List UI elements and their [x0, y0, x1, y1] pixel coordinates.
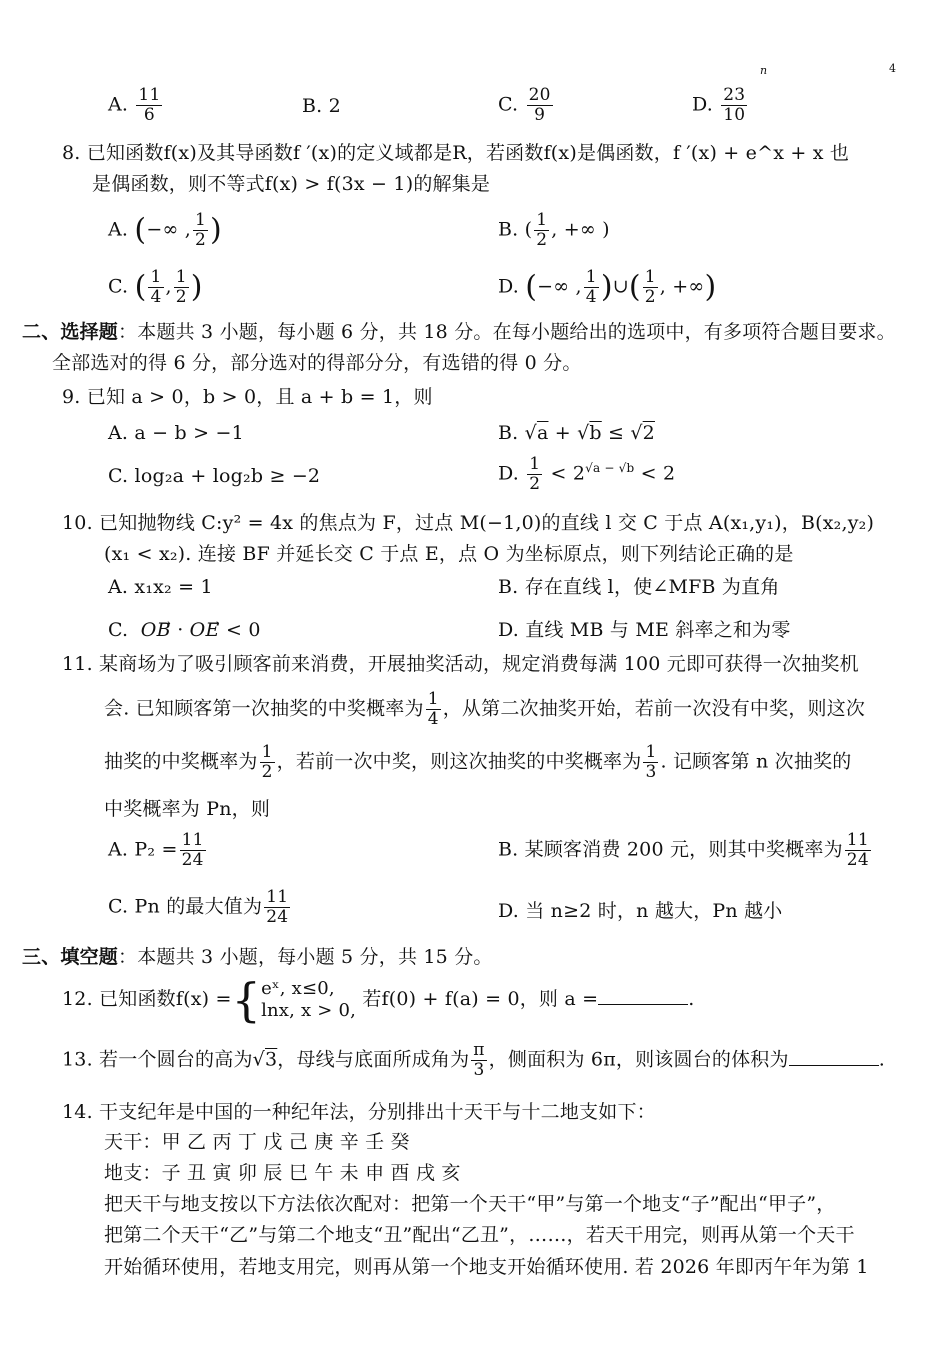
q10-stem-line1: 10. 已知抛物线 C:y² = 4x 的焦点为 F，过点 M(−1,0)的直线 l 交 C 于点 A(x₁,y₁)，B(x₂,y₂) — [62, 512, 875, 534]
q13-stem: 13. 若一个圆台的高为√3，母线与底面所成角为 $\frac{\pi}{3}$ ，侧面积为 6π，则该圆台的体积为 . — [62, 1040, 885, 1080]
q8-option-a: A. (−∞ , $\frac{1}{2}$ ) — [108, 210, 222, 250]
q10-option-c: C. OB⃗ · OE⃗ < 0 — [108, 619, 261, 641]
q11-stem-line1: 11. 某商场为了吸引顾客前来消费，开展抽奖活动，规定消费每满 100 元即可获得一次抽奖机 — [62, 653, 859, 675]
q11-stem-line4: 中奖概率为 Pn，则 — [104, 798, 271, 820]
q13-answer-blank[interactable] — [789, 1049, 879, 1066]
q9-option-c: C. log₂a + log₂b ≥ −2 — [108, 465, 321, 487]
q14-stem-line1: 14. 干支纪年是中国的一种纪年法，分别排出十天干与十二地支如下： — [62, 1101, 656, 1123]
q14-tiangan: 天干：甲 乙 丙 丁 戊 己 庚 辛 壬 癸 — [104, 1131, 410, 1153]
q11-option-c: C. Pn 的最大值为 $\frac{11}{24}$ — [108, 887, 289, 927]
q10-option-b: B. 存在直线 l，使∠MFB 为直角 — [498, 576, 780, 598]
section2-header: 二、选择题：本题共 3 小题，每小题 6 分，共 18 分。在每小题给出的选项中，有多项符合题目要求。 — [22, 321, 896, 343]
section3-header: 三、填空题：本题共 3 小题，每小题 5 分，共 15 分。 — [22, 946, 493, 968]
q9-option-b: B. √a + √b ≤ √2 — [498, 422, 655, 444]
header-mark-4: 4 — [889, 62, 896, 75]
q8-option-b: B. ( $\frac{1}{2}$ , +∞ ) — [498, 210, 610, 250]
q8-option-d: D. (−∞ , $\frac{1}{4}$ )∪( $\frac{1}{2}$ , +∞) — [498, 267, 717, 307]
header-mark-n: n — [760, 64, 768, 77]
section2-text2: 全部选对的得 6 分，部分选对的得部分分，有选错的得 0 分。 — [52, 352, 582, 374]
q10-stem-line2: (x₁ < x₂). 连接 BF 并延长交 C 于点 E，点 O 为坐标原点，则下列结论正确的是 — [104, 543, 794, 565]
q8-stem-line2: 是偶函数，则不等式f(x) > f(3x − 1)的解集是 — [92, 173, 491, 195]
q7-option-b: B. 2 — [302, 95, 341, 117]
q7-option-a: A. $\frac{11}{6}$ — [108, 85, 161, 125]
q10-option-d: D. 直线 MB 与 ME 斜率之和为零 — [498, 619, 791, 641]
q9-stem: 9. 已知 a > 0，b > 0，且 a + b = 1，则 — [62, 386, 433, 408]
q14-stem-line5: 把第二个天干“乙”与第二个地支“丑”配出“乙丑”，……，若天干用完，则再从第一个天干 — [104, 1224, 855, 1246]
q7-option-d: D. $\frac{23}{10}$ — [692, 85, 746, 125]
q8-stem-line1: 8. 已知函数f(x)及其导函数f ′(x)的定义域都是R，若函数f(x)是偶函数，f ′(x) + e^x + x 也 — [62, 142, 850, 164]
q9-option-d: D. $\frac{1}{2}$ < $2^{√a - √b} < 2$ — [498, 454, 676, 494]
q9-option-a: A. a − b > −1 — [108, 422, 244, 444]
q12-stem: 12. 已知函数f(x) ={ eˣ, x≤0, lnx, x > 0, 若f(0) + f(a) = 0，则 a = . — [62, 973, 695, 1027]
q7-option-c: C. $\frac{20}{9}$ — [498, 85, 551, 125]
q10-option-a: A. x₁x₂ = 1 — [108, 576, 213, 598]
q12-answer-blank[interactable] — [598, 988, 688, 1005]
q14-dizhi: 地支：子 丑 寅 卯 辰 巳 午 未 申 酉 戌 亥 — [104, 1162, 461, 1184]
q14-stem-line4: 把天干与地支按以下方法依次配对：把第一个天干“甲”与第一个地支“子”配出“甲子”， — [104, 1193, 836, 1215]
q11-option-b: B. 某顾客消费 200 元，则其中奖概率为 $\frac{11}{24}$ — [498, 830, 869, 870]
q11-stem-line3: 抽奖的中奖概率为 $\frac{1}{2}$ ，若前一次中奖，则这次抽奖的中奖概率为 $\frac{1}{3}$ . 记顾客第 n 次抽奖的 — [104, 742, 852, 782]
q14-stem-line6: 开始循环使用，若地支用完，则再从第一个地支开始循环使用. 若 2026 年即丙午年为第 1 — [104, 1256, 869, 1278]
q8-option-c: C. ( $\frac{1}{4}$ , $\frac{1}{2}$ ) — [108, 267, 203, 307]
q11-stem-line2: 会. 已知顾客第一次抽奖的中奖概率为 $\frac{1}{4}$ ，从第二次抽奖开始，若前一次没有中奖，则这次 — [104, 689, 866, 729]
q11-option-a: A. P₂ = $\frac{11}{24}$ — [108, 830, 204, 870]
q11-option-d: D. 当 n≥2 时，n 越大，Pn 越小 — [498, 900, 783, 922]
